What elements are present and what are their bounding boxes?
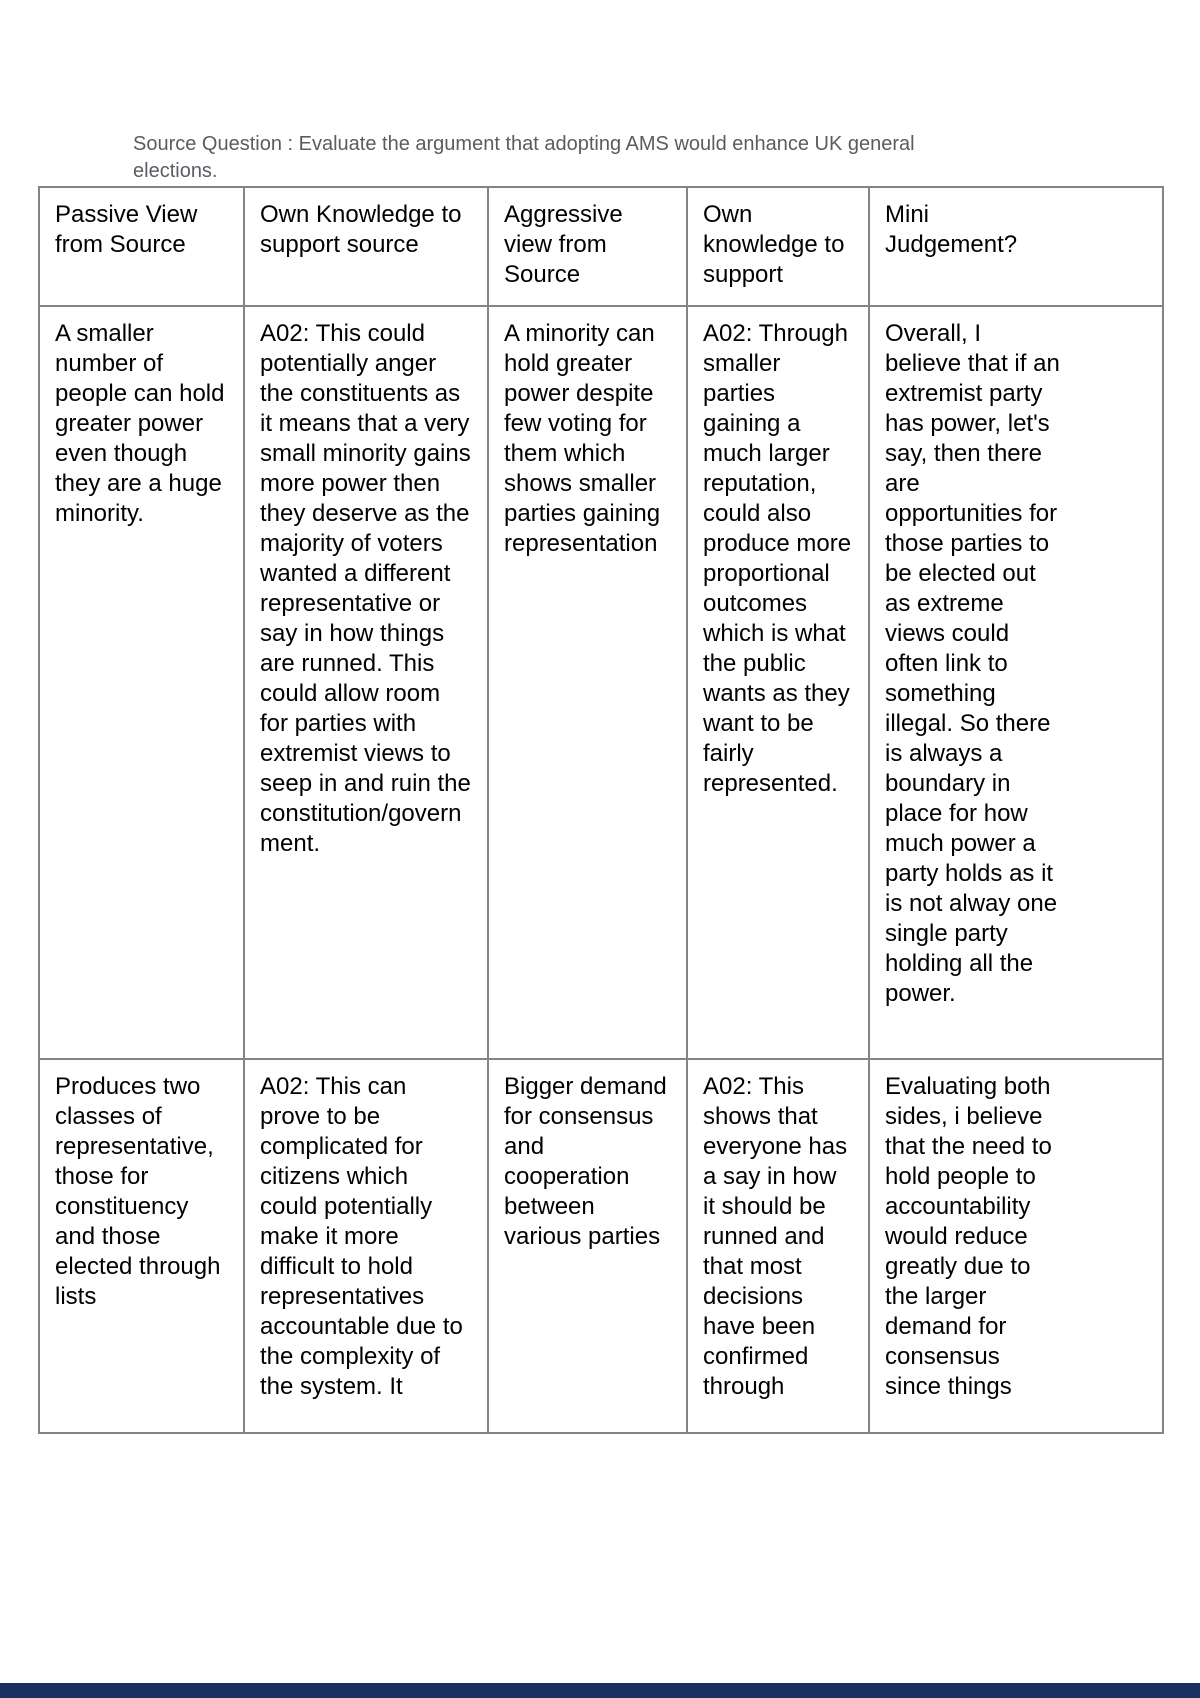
- evaluation-table: [38, 186, 1164, 1434]
- header-own-knowledge-support: Own knowledge to support: [687, 187, 869, 306]
- cell-passive-view-2: Produces two classes of representative, those for constituency and those elected through lists: [39, 1059, 244, 1433]
- cell-own-knowledge-support-1: A02: Through smaller parties gaining a much larger reputation, could also produce more proportional outcomes which is what the public wants as they want to be fairly represented.: [687, 306, 869, 1059]
- cell-aggressive-view-1: A minority can hold greater power despite few voting for them which shows smaller parties gaining representation: [488, 306, 687, 1059]
- cell-aggressive-view-2: Bigger demand for consensus and cooperation between various parties: [488, 1059, 687, 1433]
- header-mini-judgement: Mini Judgement?: [869, 187, 1163, 306]
- cell-passive-view-1: A smaller number of people can hold greater power even though they are a huge minority.: [39, 306, 244, 1059]
- header-own-knowledge-source: Own Knowledge to support source: [244, 187, 488, 306]
- table-row: [39, 1059, 1163, 1433]
- cell-own-knowledge-source-2: A02: This can prove to be complicated for citizens which could potentially make it more difficult to hold representatives accountable due to the complexity of the system. It: [244, 1059, 488, 1433]
- header-aggressive-view: Aggressive view from Source: [488, 187, 687, 306]
- cell-own-knowledge-support-2: A02: This shows that everyone has a say in how it should be runned and that most decisions have been confirmed through: [687, 1059, 869, 1433]
- cell-mini-judgement-2: Evaluating both sides, i believe that the need to hold people to accountability would reduce greatly due to the larger demand for consensus since things: [869, 1059, 1163, 1433]
- cell-own-knowledge-source-1: A02: This could potentially anger the constituents as it means that a very small minority gains more power then they deserve as the majority of voters wanted a different representative or say in how things are runned. This could allow room for parties with extremist views to seep in and ruin the constitution/government.: [244, 306, 488, 1059]
- bottom-navy-bar: [0, 1683, 1200, 1698]
- cell-mini-judgement-1: Overall, I believe that if an extremist party has power, let's say, then there are opportunities for those parties to be elected out as extreme views could often link to something illegal. So there is always a boundary in place for how much power a party holds as it is not alway one single party holding all the power.: [869, 306, 1163, 1059]
- source-question: Source Question : Evaluate the argument that adopting AMS would enhance UK general elections.: [133, 133, 915, 182]
- table-row: [39, 306, 1163, 1059]
- header-passive-view: Passive View from Source: [39, 187, 244, 306]
- table-header-row: [39, 187, 1163, 306]
